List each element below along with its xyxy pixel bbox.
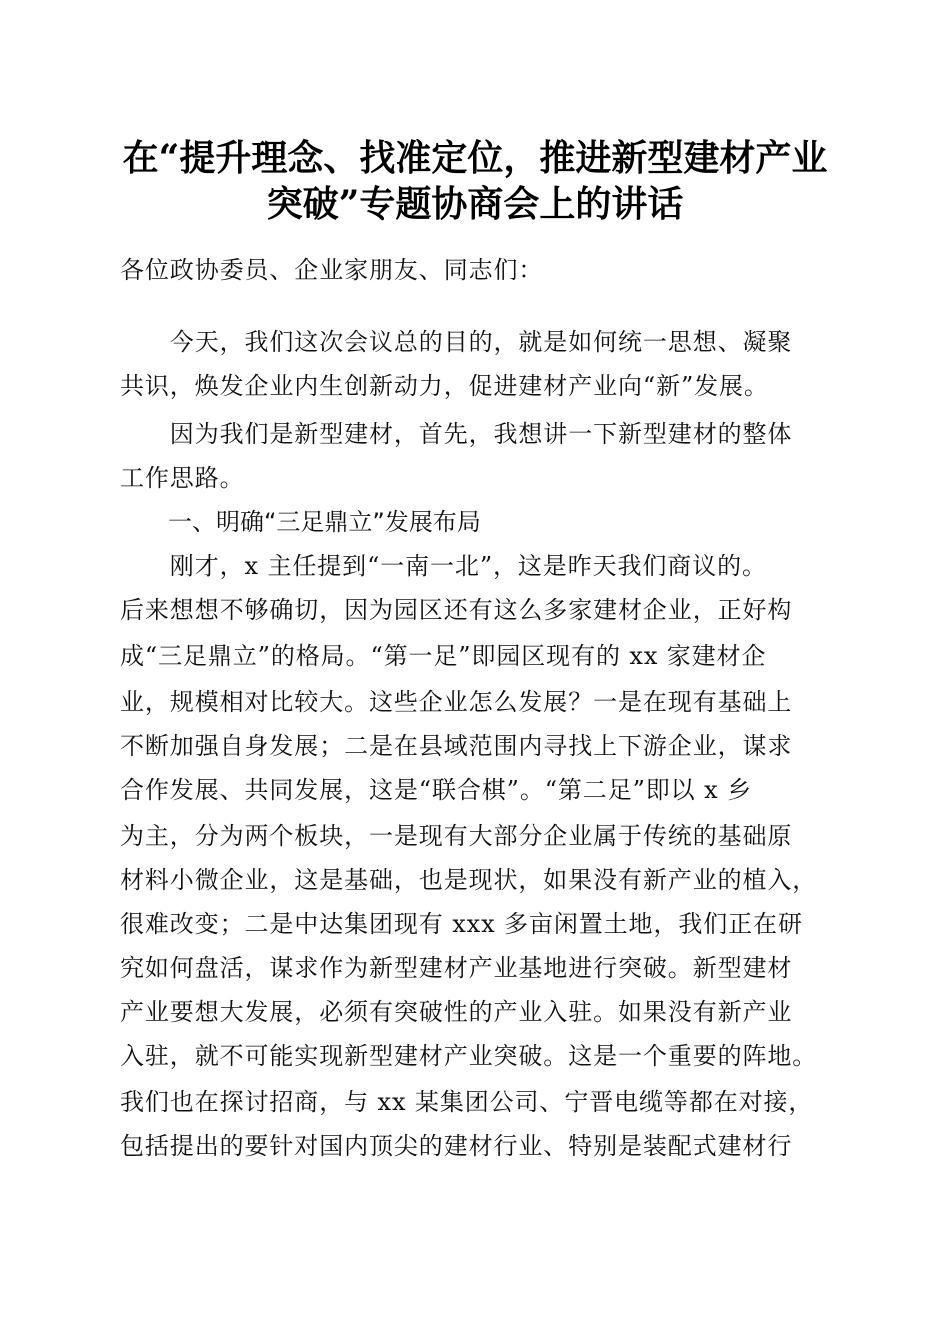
paragraph-line: 我们也在探讨招商，与 xx 某集团公司、宁晋电缆等都在对接， [120,1088,814,1116]
paragraph-line: 成“三足鼎立”的格局。“第一足”即园区现有的 xx 家建材企 [120,642,767,670]
paragraph-line: 今天，我们这次会议总的目的，就是如何统一思想、凝聚 [120,328,793,356]
paragraph-line: 合作发展、共同发展，这是“联合棋”。“第二足”即以 x 乡 [120,776,752,804]
paragraph-line: 业，规模相对比较大。这些企业怎么发展？一是在现有基础上 [120,688,793,716]
paragraph-line: 因为我们是新型建材，首先，我想讲一下新型建材的整体 [120,420,793,448]
paragraph-line: 产业要想大发展，必须有突破性的产业入驻。如果没有新产业 [120,998,793,1026]
section-heading: 一、明确“三足鼎立”发展布局 [168,508,481,536]
paragraph-line: 包括提出的要针对国内顶尖的建材行业、特别是装配式建材行 [120,1132,793,1160]
paragraph-line: 工作思路。 [120,464,245,492]
paragraph-line: 为主，分为两个板块，一是现有大部分企业属于传统的基础原 [120,822,793,850]
paragraph-line: 刚才，x 主任提到“一南一北”，这是昨天我们商议的。 [120,552,767,580]
paragraph-line: 究如何盘活，谋求作为新型建材产业基地进行突破。新型建材 [120,954,793,982]
document-title-line-2: 突破”专题协商会上的讲话 [266,183,684,225]
paragraph-line: 材料小微企业，这是基础，也是现状，如果没有新产业的植入， [120,866,818,894]
paragraph-line: 不断加强自身发展；二是在县域范围内寻找上下游企业，谋求 [120,732,793,760]
paragraph-line: 入驻，就不可能实现新型建材产业突破。这是一个重要的阵地。 [120,1042,818,1070]
document-title-line-1: 在“提升理念、找准定位，推进新型建材产业 [122,137,828,179]
paragraph-line: 共识，焕发企业内生创新动力，促进建材产业向“新”发展。 [120,372,769,400]
salutation: 各位政协委员、企业家朋友、同志们： [120,256,544,284]
paragraph-line: 很难改变；二是中达集团现有 xxx 多亩闲置土地，我们正在研 [120,910,803,938]
paragraph-line: 后来想想不够确切，因为园区还有这么多家建材企业，正好构 [120,596,793,624]
